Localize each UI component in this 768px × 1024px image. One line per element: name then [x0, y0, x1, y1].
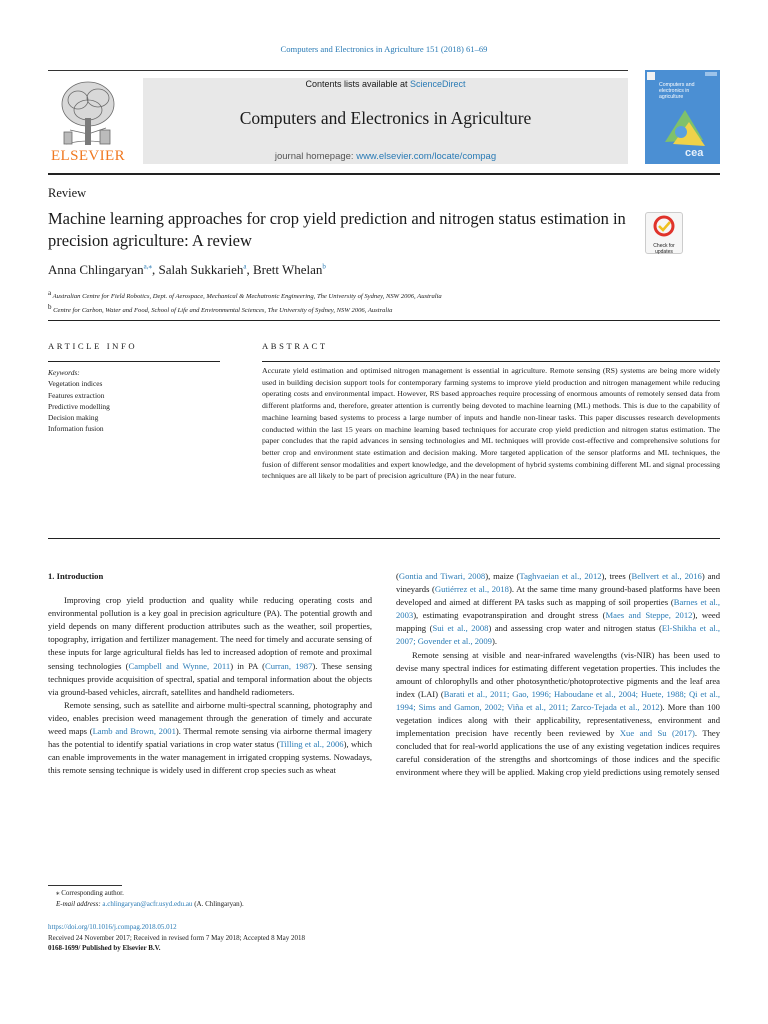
body-paragraph	[396, 649, 720, 780]
affiliation-text: Centre for Carbon, Water and Food, School of Life and Environmental Sciences, The University of Sydney, NSW 2006, Australia	[53, 307, 393, 315]
citation-link[interactable]: Campbell and Wynne, 2011	[128, 660, 231, 671]
body-text: ), which can enable improvements in the water management in irrigated cropping systems. Nowadays, this remote sensing technique is widely used in different crop species such as wheat	[48, 739, 372, 776]
author-name[interactable]: Anna Chlingaryan	[48, 262, 144, 277]
body-text: (	[396, 571, 399, 581]
body-text: . They concluded that for real-world applications the use of any existing vegetation indices requires careful consideration of the strengths and shortcomings of those indices and the specific environment where they will be applied. Making crop yield predictions using remotely sensed	[396, 728, 720, 778]
citation-link[interactable]: El-Shikha et al., 2007; Govender et al., 2009	[396, 623, 720, 647]
body-text: ) and vineyards (	[396, 571, 720, 595]
keyword-item: Decision making	[48, 413, 99, 423]
body-text: ) and assessing crop water and nitrogen status (	[488, 623, 662, 634]
contents-prefix: Contents lists available at	[305, 79, 411, 89]
body-text: ), maize (	[485, 571, 520, 581]
contents-line	[143, 79, 628, 89]
journal-title: Computers and Electronics in Agriculture	[239, 108, 532, 128]
homepage-link[interactable]: www.elsevier.com/locate/compag	[356, 151, 497, 162]
author-separator: ,	[246, 262, 253, 277]
author-separator: ,	[152, 262, 159, 277]
body-text: Remote sensing at visible and near-infrared wavelengths (vis-NIR) has been used to devise many spectral indices for estimating different vegetation properties. This includes the amount of chlorophylls and other photosynthetic/photoprotective pigments and the leaf area index (LAI) (	[396, 649, 720, 699]
citation-link[interactable]: Barnes et al., 2003	[396, 597, 720, 621]
article-info-rule	[48, 361, 220, 362]
body-paragraph	[48, 699, 372, 778]
doi-link[interactable]: https://doi.org/10.1016/j.compag.2018.05.012	[48, 923, 177, 931]
issn-publisher: 0168-1699/ Published by Elsevier B.V.	[48, 944, 161, 953]
citation-link[interactable]: Maes and Steppe, 2012	[605, 610, 693, 621]
keyword-item: Features extraction	[48, 390, 105, 400]
citation-link[interactable]: Xue and Su (2017)	[619, 728, 695, 739]
citation-link[interactable]: Lamb and Brown, 2001	[92, 726, 176, 737]
cover-title: Computers and electronics in agriculture	[659, 82, 695, 100]
journal-reference-link[interactable]: Computers and Electronics in Agriculture 151 (2018) 61–69	[280, 44, 488, 54]
abstract-heading: ABSTRACT	[262, 341, 328, 351]
citation-link[interactable]: Bellvert et al., 2016	[631, 571, 702, 581]
header-top-rule	[48, 70, 628, 71]
author-name[interactable]: Salah Sukkarieh	[158, 262, 244, 277]
body-text: ). More than 100 vegetation indices along with their applicability, representativeness, environment and implementation precision have recently been reviewed by	[396, 701, 720, 739]
body-text: ). Thermal remote sensing via airborne thermal imagery has the potential to identify spatial variations in crop water status (	[48, 726, 372, 750]
affiliation-mark: a	[48, 289, 52, 297]
body-text: ), weed mapping (	[396, 610, 720, 634]
check-updates-label: Check for updates	[653, 243, 675, 255]
body-text: ) in PA (	[230, 660, 265, 671]
citation-link[interactable]: Curran, 1987	[264, 660, 313, 671]
footnote-rule	[48, 885, 122, 886]
author-name[interactable]: Brett Whelan	[252, 262, 323, 277]
check-updates-icon	[646, 213, 682, 239]
check-for-updates-button[interactable]	[645, 212, 683, 254]
keywords-label: Keywords:	[48, 368, 80, 377]
author-list	[48, 262, 326, 278]
email-suffix: (A. Chlingaryan).	[192, 900, 244, 908]
sciencedirect-link[interactable]: ScienceDirect	[410, 79, 466, 89]
email-label: E-mail address:	[56, 900, 103, 908]
homepage-line	[143, 151, 628, 162]
citation-link[interactable]: Tilling et al., 2006	[279, 739, 344, 750]
journal-cover-image[interactable]	[645, 70, 720, 164]
body-text: ), estimating evapotranspiration and drought stress (	[413, 610, 606, 621]
body-paragraph	[48, 594, 372, 699]
header-bottom-rule	[48, 173, 720, 175]
article-info-top-rule	[48, 320, 720, 321]
affiliation-mark: b	[48, 303, 52, 312]
corresponding-author-note: ⁎ Corresponding author.	[56, 889, 124, 897]
article-info-heading: ARTICLE INFO	[48, 341, 138, 351]
body-text: ).	[491, 636, 497, 647]
affiliation-b	[48, 302, 442, 316]
body-right-column	[396, 570, 720, 780]
svg-text:cea: cea	[685, 147, 704, 159]
email-note	[48, 899, 244, 910]
affiliations	[48, 288, 442, 316]
body-text: Improving crop yield production and quality while reducing operating costs and environmental pollution is a key goal in precision agriculture (PA). The potential growth and yield depends on many different production attributes such as the weather, soil properties, topography, irrigation and fertilizer management. The need for timely and accurate sensing of these inputs for large agricultural fields has led to increased adoption of remote and proximal sensing technologies (	[48, 595, 372, 671]
author-affiliation-mark[interactable]: a,⁎	[143, 262, 153, 271]
body-text: ), trees (	[601, 571, 632, 581]
citation-link[interactable]: Sui et al., 2008	[432, 623, 489, 634]
email-link[interactable]: a.chlingaryan@acfr.usyd.edu.au	[102, 900, 193, 908]
homepage-prefix: journal homepage:	[274, 151, 357, 162]
keyword-item: Vegetation indices	[48, 379, 103, 389]
citation-link[interactable]: Gutiérrez et al., 2018	[434, 584, 509, 595]
citation-link[interactable]: Taghvaeian et al., 2012	[519, 571, 602, 581]
keywords-block	[48, 367, 110, 435]
abstract-rule	[262, 361, 720, 362]
body-text: Remote sensing, such as satellite and airborne multi-spectral scanning, photography and video, enables precision weed management through the generation of timely and accurate weed maps (	[48, 699, 372, 737]
section-heading-introduction: 1. Introduction	[48, 571, 104, 581]
body-paragraph	[396, 570, 720, 649]
affiliation-a	[48, 288, 442, 302]
body-text: ). These sensing techniques provide acquisition of spectral, spatial and temporal information about the objects via ground-based vehicles, aircraft, satellites and handheld radiometers.	[48, 660, 373, 697]
body-left-column	[48, 570, 372, 777]
keyword-item: Predictive modelling	[48, 401, 110, 411]
article-title: Machine learning approaches for crop yield prediction and nitrogen status estimation in precision agriculture: A review	[48, 209, 626, 250]
publication-info	[48, 922, 305, 954]
abstract-text: Accurate yield estimation and optimised nitrogen management is essential in agriculture. Remote sensing (RS) systems are being more widely used in building decision support tools for contemporary farming systems to improve yield production and nitrogen management while reducing operating costs and environmental impact. However, RS based approaches require processing of enormous amounts of remotely sensed data from different platforms and, therefore, greater attention is currently being devoted to machine learning (ML) methods. This is due to the capability of machine learning based systems to process a large number of inputs and handle non-linear tasks. This paper discusses research developments conducted within the last 15 years on machine learning based techniques for accurate crop yield prediction and nitrogen status estimation. The paper concludes that the rapid advances in sensing technologies and ML techniques will provide cost-effective and comprehensive solutions for better crop and environment state estimation and decision making. More targeted application of the sensor platforms and ML techniques, the fusion of different sensor modalities and expert knowledge, and the development of hybrid systems combining different ML and signal processing techniques are all likely to be part of precision agriculture (PA) in the near future.	[262, 366, 720, 481]
footnotes	[48, 888, 244, 910]
citation-link[interactable]: Gontia and Tiwari, 2008	[398, 571, 486, 581]
elsevier-wordmark: ELSEVIER	[50, 148, 126, 164]
author-affiliation-mark[interactable]: b	[322, 262, 326, 271]
publication-history: Received 24 November 2017; Received in revised form 7 May 2018; Accepted 8 May 2018	[48, 933, 305, 942]
abstract-bottom-rule	[48, 538, 720, 539]
keyword-item: Information fusion	[48, 424, 104, 434]
citation-link[interactable]: Barati et al., 2011; Gao, 1996; Haboudane et al., 2004; Huete, 1988; Qi et al., 1994; Sims and Gamon, 2002; Viña et al., 2011; Zarco-Tejada et al., 2012	[396, 688, 720, 712]
affiliation-text: Australian Centre for Field Robotics, Dept. of Aerospace, Mechanical & Mechatronic Engineering, The University of Sydney, NSW 2006, Australia	[52, 293, 442, 301]
cover-graphic	[645, 70, 720, 164]
article-type: Review	[48, 186, 87, 200]
author-affiliation-mark[interactable]: a	[243, 262, 247, 271]
body-text: ). At the same time many ground-based platforms have been developed and aimed at different PA tasks such as mapping of soil properties (	[396, 584, 721, 608]
